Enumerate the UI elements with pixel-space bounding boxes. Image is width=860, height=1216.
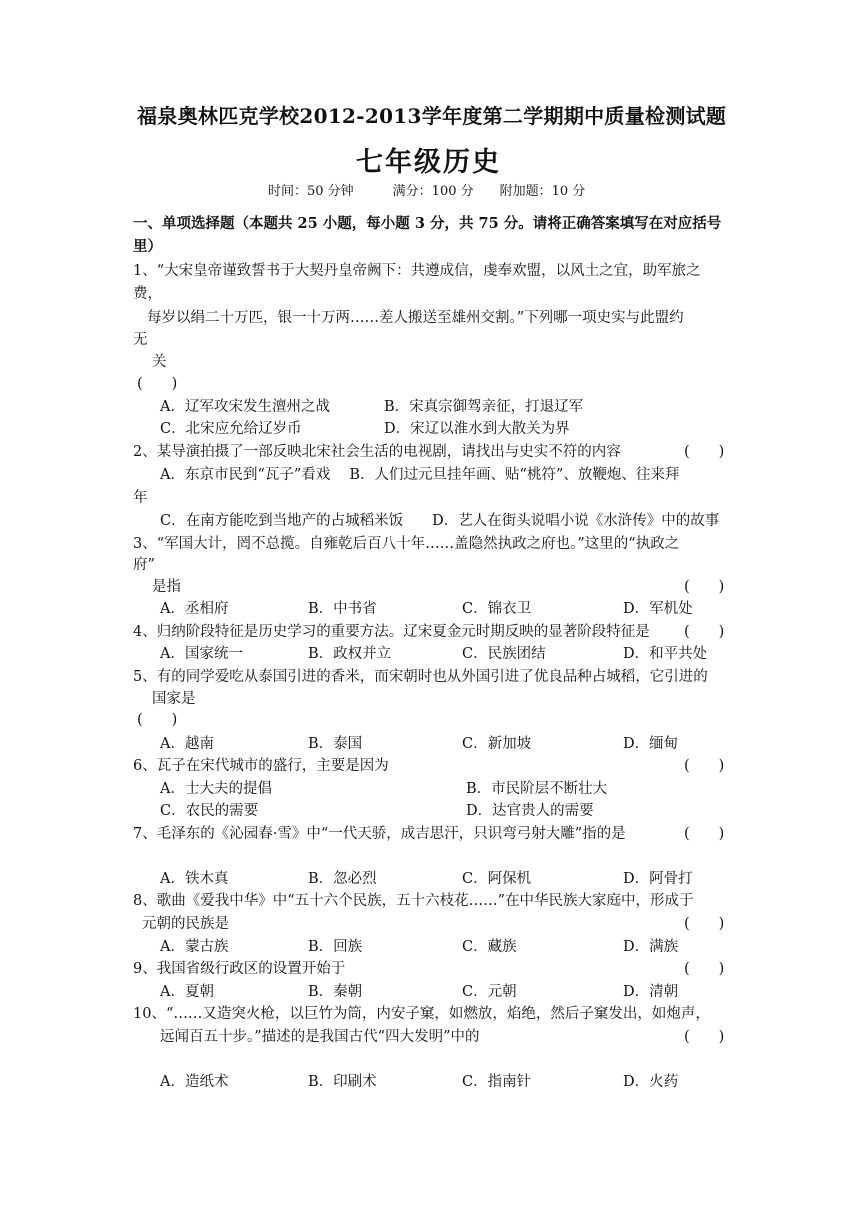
q3-option-d: D．军机处 [623,601,693,617]
q9-option-c: C．元朝 [462,984,517,1000]
exam-title: 福泉奥林匹克学校2012-2013学年度第二学期期中质量检测试题 [137,104,727,128]
q2-options: 年 [133,490,148,506]
q10-option-d: D．火药 [623,1074,679,1090]
answer-bracket[interactable]: ( ) [684,916,725,932]
q8-option-c: C．藏族 [462,939,517,955]
q1-option-d: D．宋辽以淮水到大散关为界 [384,421,570,437]
q2-stem: 2、某导演拍摄了一部反映北宋社会生活的电视剧，请找出与史实不符的内容 [133,444,621,460]
q2-options: A．东京市民到“瓦子”看戏 B．人们过元旦挂年画、贴“桃符”、放鞭炮、往来拜 [160,467,680,483]
q6-option-c: C．农民的需要 [160,803,259,819]
answer-bracket[interactable]: ( ) [684,758,725,774]
q7-option-c: C．阿保机 [462,871,532,887]
q3-option-a: A．丞相府 [160,601,229,617]
section-heading-cont: 里） [133,238,162,255]
q6-option-a: A．士大夫的提倡 [160,781,272,797]
subject-title: 七年级历史 [356,147,501,178]
q9-stem: 9、我国省级行政区的设置开始于 [133,961,346,977]
q1-stem: 无 [133,332,148,348]
q8-stem: 元朝的民族是 [142,916,229,932]
answer-bracket[interactable]: ( ) [684,444,725,460]
q1-stem: 关 [152,354,167,370]
q3-stem: 3、“军国大计，罔不总揽。自雍乾后百八十年……盖隐然执政之府也。”这里的“执政之 [133,536,680,552]
q3-option-b: B．中书省 [308,601,377,617]
q8-stem: 8、歌曲《爱我中华》中“五十六个民族，五十六枝花……”在中华民族大家庭中，形成于 [133,893,694,909]
answer-bracket[interactable]: ( ) [684,579,725,595]
q4-option-b: B．政权并立 [308,646,392,662]
q5-stem: 5、有的同学爱吃从泰国引进的香米，而宋朝时也从外国引进了优良品种占城稻，它引进的 [133,669,708,685]
exam-meta: 时间：50 分钟 满分：100 分 附加题：10 分 [268,184,586,199]
q4-stem: 4、归纳阶段特征是历史学习的重要方法。辽宋夏金元时期反映的显著阶段特征是 [133,624,650,640]
q10-option-c: C．指南针 [462,1074,532,1090]
answer-bracket[interactable]: ( ) [137,376,178,392]
answer-bracket[interactable]: ( ) [684,961,725,977]
q5-option-a: A．越南 [160,736,214,752]
q7-option-a: A．铁木真 [160,871,229,887]
q1-option-c: C．北宋应允给辽岁币 [160,421,302,437]
q5-option-c: C．新加坡 [462,736,532,752]
q10-option-b: B．印刷术 [308,1074,377,1090]
q8-option-a: A．蒙古族 [160,939,229,955]
q3-stem: 府” [133,557,155,573]
q4-option-a: A．国家统一 [160,646,243,662]
q1-stem: 1、“大宋皇帝谨致誓书于大契丹皇帝阙下：共遵成信，虔奉欢盟，以风土之宜，助军旅之 [133,263,701,279]
q1-option-b: B．宋真宗御驾亲征，打退辽军 [384,399,584,415]
answer-bracket[interactable]: ( ) [684,1029,725,1045]
q8-option-d: D．满族 [623,939,679,955]
q5-option-b: B．泰国 [308,736,363,752]
q7-option-b: B．忽必烈 [308,871,377,887]
q3-stem: 是指 [152,579,181,595]
q4-option-d: D．和平共处 [623,646,708,662]
section-heading: 一、单项选择题（本题共 25 小题，每小题 3 分，共 75 分。请将正确答案填写在对应括号 [133,215,722,232]
q9-option-b: B．秦朝 [308,984,363,1000]
q10-stem: 远闻百五十步。”描述的是我国古代“四大发明”中的 [160,1029,480,1045]
answer-bracket[interactable]: ( ) [684,826,725,842]
q5-option-d: D．缅甸 [623,736,679,752]
q6-option-b: B．市民阶层不断壮大 [466,781,608,797]
q1-stem: 每岁以绢二十万匹，银一十万两……差人搬送至雄州交割。”下列哪一项史实与此盟约 [147,310,684,326]
q9-option-a: A．夏朝 [160,984,214,1000]
q10-stem: 10、“……又造突火枪，以巨竹为筒，内安子窠，如燃放，焰绝，然后子窠发出，如炮声， [133,1006,710,1022]
q6-option-d: D．达官贵人的需要 [466,803,594,819]
answer-bracket[interactable]: ( ) [137,712,178,728]
q7-option-d: D．阿骨打 [623,871,693,887]
q5-stem: 国家是 [152,691,196,707]
q7-stem: 7、毛泽东的《沁园春·雪》中“一代天骄，成吉思汗，只识弯弓射大雕”指的是 [133,826,626,842]
q10-option-a: A．造纸术 [160,1074,229,1090]
q3-option-c: C．锦衣卫 [462,601,532,617]
q6-stem: 6、瓦子在宋代城市的盛行，主要是因为 [133,758,389,774]
q1-stem: 费， [133,286,162,302]
q4-option-c: C．民族团结 [462,646,546,662]
answer-bracket[interactable]: ( ) [684,624,725,640]
q8-option-b: B．回族 [308,939,363,955]
q1-option-a: A．辽军攻宋发生澶州之战 [160,399,330,415]
q9-option-d: D．清朝 [623,984,679,1000]
q2-options: C．在南方能吃到当地产的占城稻米饭 D．艺人在街头说唱小说《水浒传》中的故事 [160,513,720,529]
